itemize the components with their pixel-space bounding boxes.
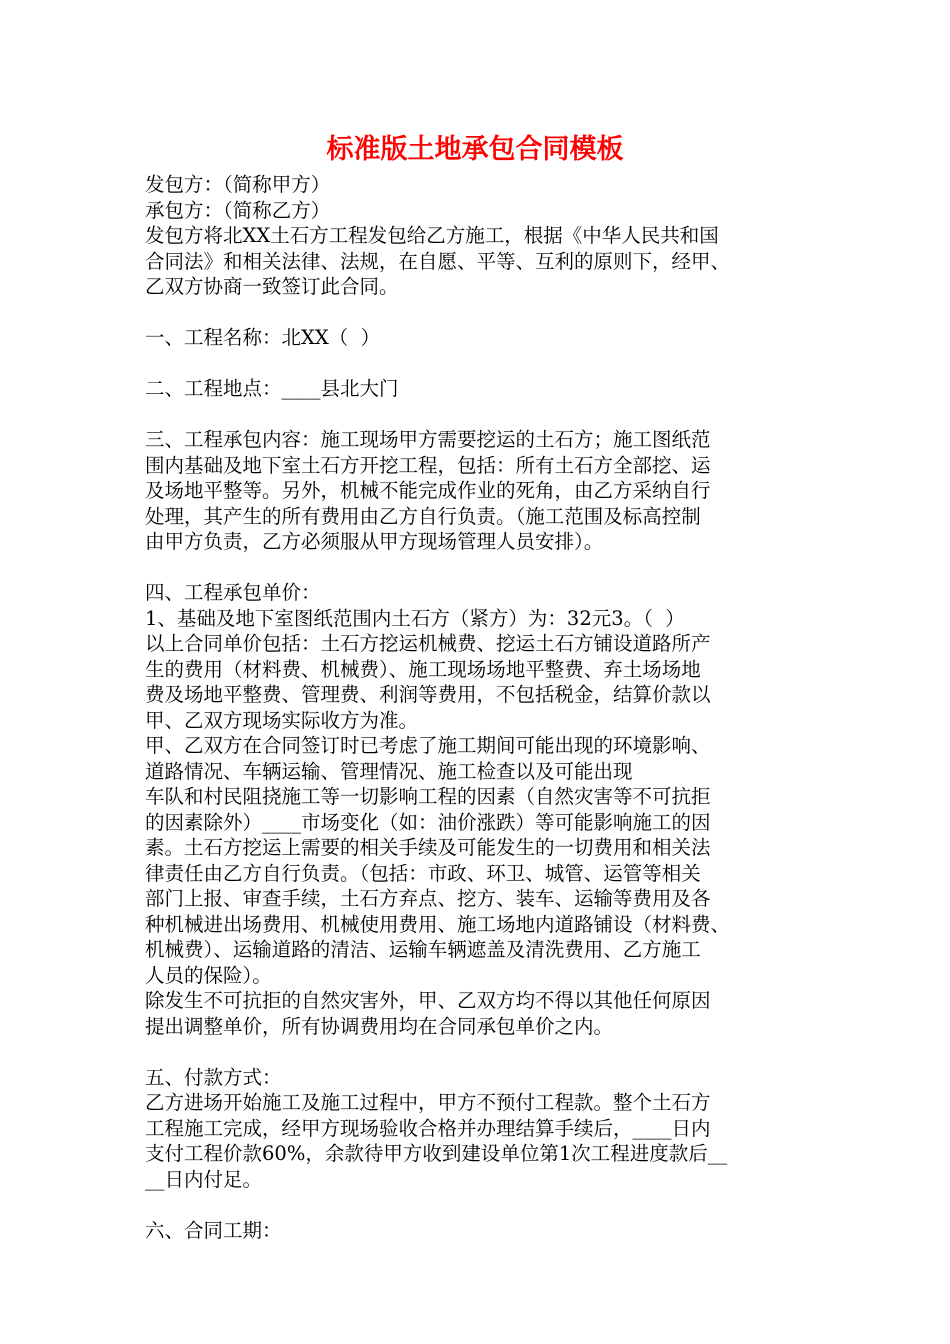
text-line: 除发生不可抗拒的自然灾害外，甲、乙双方均不得以其他任何原因 [145, 989, 711, 1012]
text-line: 承包方：（简称乙方） [145, 198, 331, 222]
text-line: 的因素除外）____市场变化（如：油价涨跌）等可能影响施工的因 [145, 810, 711, 834]
text-line: 道路情况、车辆运输、管理情况、施工检查以及可能出现 [145, 759, 633, 783]
text-line: 乙方进场开始施工及施工过程中，甲方不预付工程款。整个土石方 [145, 1091, 711, 1114]
text-line: 1、基础及地下室图纸范围内土石方（紧方）为：32元3。（ ） [145, 606, 685, 630]
blank-line [145, 402, 825, 428]
text-line: 机械费）、运输道路的清洁、运输车辆遮盖及清洗费用、乙方施工 [145, 938, 701, 961]
text-line: 种机械进出场费用、机械使用费用、施工场地内道路铺设（材料费、 [145, 912, 731, 936]
blank-line [145, 300, 825, 326]
text-line: 人员的保险）。 [145, 963, 272, 987]
text-line: 五、付款方式： [145, 1065, 282, 1089]
text-line: 及场地平整等。另外，机械不能完成作业的死角，由乙方采纳自行 [145, 479, 711, 502]
text-line: 部门上报、审查手续，土石方弃点、挖方、装车、运输等费用及各 [145, 887, 711, 910]
text-line: 合同法》和相关法律、法规，在自愿、平等、互利的原则下，经甲、 [145, 249, 731, 273]
blank-line [145, 1039, 825, 1065]
text-line: 律责任由乙方自行负责。（包括：市政、环卫、城管、运管等相关 [145, 861, 701, 885]
text-line: 费及场地平整费、管理费、利润等费用，不包括税金，结算价款以 [145, 683, 711, 706]
text-line: 乙双方协商一致签订此合同。 [145, 275, 399, 298]
text-line: 由甲方负责，乙方必须服从甲方现场管理人员安排）。 [145, 530, 604, 553]
text-line: 生的费用（材料费、机械费）、施工现场场地平整费、弃土场场地 [145, 657, 701, 681]
document-title: 标准版土地承包合同模板 [326, 134, 624, 165]
text-line: 一、工程名称：北XX（ ） [145, 326, 381, 349]
text-line: 发包方：（简称甲方） [145, 173, 331, 196]
text-line: 发包方将北XX土石方工程发包给乙方施工，根据《中华人民共和国 [145, 224, 719, 247]
text-line: 支付工程价款60%，余款待甲方收到建设单位第1次工程进度款后__ [145, 1142, 728, 1165]
text-line: 处理，其产生的所有费用由乙方自行负责。（施工范围及标高控制 [145, 504, 701, 528]
text-line: 甲、乙双方现场实际收方为准。 [145, 708, 419, 732]
text-line: 四、工程承包单价： [145, 581, 321, 604]
text-line: 三、工程承包内容：施工现场甲方需要挖运的土石方；施工图纸范 [145, 428, 711, 451]
text-line: 以上合同单价包括：土石方挖运机械费、挖运土石方铺设道路所产 [145, 632, 711, 655]
blank-line [145, 1192, 825, 1218]
text-line: 二、工程地点：____县北大门 [145, 377, 399, 400]
text-line: 围内基础及地下室土石方开挖工程，包括：所有土石方全部挖、运 [145, 453, 711, 477]
blank-line [145, 351, 825, 377]
document-body [145, 172, 825, 1243]
text-line: 车队和村民阻挠施工等一切影响工程的因素（自然灾害等不可抗拒 [145, 785, 711, 808]
text-line: 工程施工完成，经甲方现场验收合格并办理结算手续后，____日内 [145, 1116, 711, 1140]
text-line: 六、合同工期： [145, 1218, 282, 1242]
text-line: 甲、乙双方在合同签订时已考虑了施工期间可能出现的环境影响、 [145, 734, 711, 757]
text-line: 素。土石方挖运上需要的相关手续及可能发生的一切费用和相关法 [145, 836, 711, 859]
text-line: 提出调整单价，所有协调费用均在合同承包单价之内。 [145, 1014, 614, 1038]
blank-line [145, 555, 825, 581]
text-line: __日内付足。 [145, 1167, 263, 1191]
